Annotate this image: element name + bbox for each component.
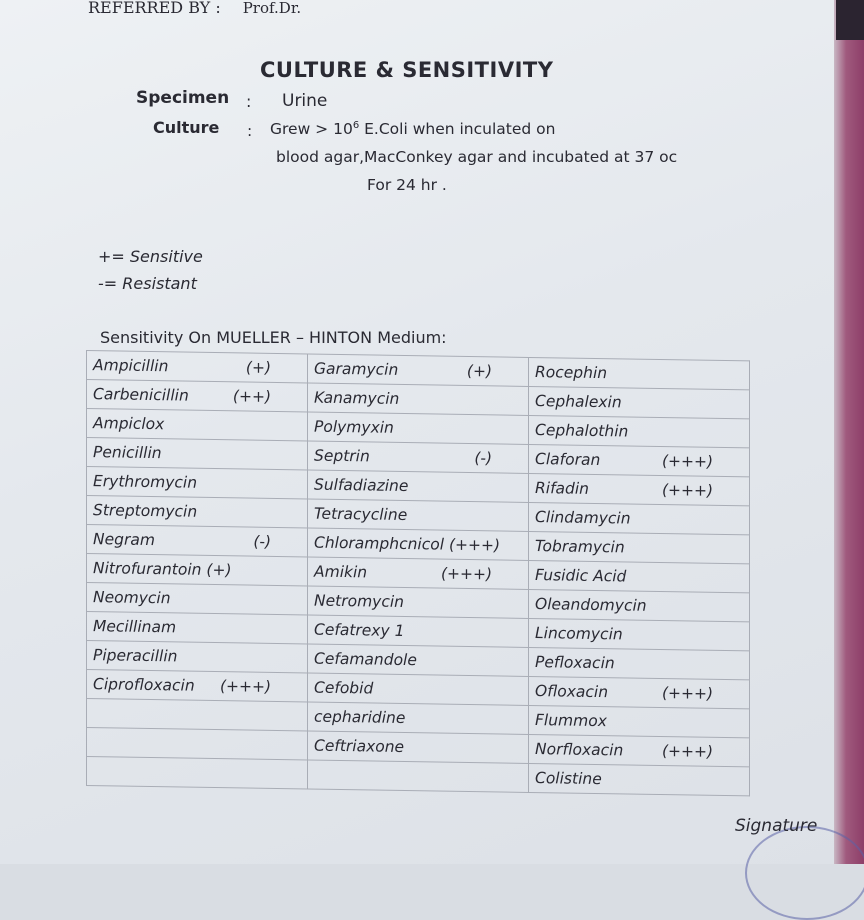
antibiotic-name: Clindamycin (535, 508, 631, 528)
antibiotic-cell (529, 589, 750, 621)
antibiotic-cell (529, 473, 750, 505)
antibiotic-name: cepharidine (314, 707, 406, 728)
specimen-label: Specimen (136, 88, 230, 108)
antibiotic-cell (529, 415, 750, 447)
antibiotic-name: Kanamycin (314, 388, 400, 408)
culture-line1-prefix: Grew > 10 (270, 120, 353, 139)
antibiotic-cell (308, 354, 529, 386)
antibiotic-cell (87, 554, 308, 586)
antibiotic-name: Streptomycin (93, 501, 198, 521)
sensitivity-result: (+++) (219, 677, 271, 696)
antibiotic-cell (87, 467, 308, 499)
sensitivity-result: (+++) (661, 684, 713, 703)
antibiotic-cell (308, 731, 529, 763)
antibiotic-name: Nitrofurantoin (+) (93, 559, 232, 580)
referred-value: Prof.Dr. (242, 0, 302, 17)
sensitivity-result: (+) (245, 358, 271, 377)
stamp-seal (745, 826, 864, 920)
antibiotic-cell (308, 441, 529, 473)
antibiotic-cell (87, 612, 308, 644)
referred-label: REFERRED BY : (88, 0, 221, 17)
antibiotic-cell (87, 641, 308, 673)
antibiotic-cell (308, 615, 529, 647)
antibiotic-cell (529, 531, 750, 563)
antibiotic-name: Mecillinam (93, 617, 177, 637)
legend-resistant: -= Resistant (98, 274, 197, 293)
culture-line2: blood agar,MacConkey agar and incubated at 37 oc (276, 148, 678, 166)
antibiotic-cell (308, 760, 529, 792)
sensitivity-result: (+++) (440, 564, 492, 584)
culture-line1-suffix: E.Coli when inculated on (359, 120, 556, 139)
antibiotic-name: Polymyxin (314, 417, 394, 437)
sensitivity-result: (+++) (661, 742, 713, 761)
antibiotic-name: Claforan (535, 450, 601, 470)
antibiotic-name: Tobramycin (535, 537, 625, 557)
specimen-value: Urine (282, 91, 328, 111)
antibiotic-name: Penicillin (93, 443, 162, 463)
antibiotic-name: Cefatrexy 1 (314, 620, 405, 641)
antibiotic-cell (87, 409, 308, 441)
sensitivity-result: (+++) (661, 452, 713, 471)
antibiotic-name: Colistine (535, 769, 602, 789)
antibiotic-cell (308, 586, 529, 618)
sensitivity-result: (-) (253, 532, 271, 551)
antibiotic-cell (87, 699, 308, 731)
sensitivity-result: (+) (466, 361, 492, 381)
antibiotic-name: Chloramphcnicol (+++) (314, 533, 501, 555)
table-title: Sensitivity On MUELLER – HINTON Medium: (100, 328, 447, 347)
antibiotic-name: Septrin (314, 446, 370, 466)
antibiotic-cell (87, 525, 308, 557)
antibiotic-cell (529, 444, 750, 476)
culture-line1 (270, 120, 555, 138)
antibiotic-cell (87, 496, 308, 528)
report-title: CULTURE & SENSITIVITY (260, 58, 554, 82)
antibiotic-name: Sulfadiazine (314, 475, 409, 496)
background-corner (836, 0, 864, 40)
antibiotic-cell (529, 647, 750, 679)
signature-label: Signature (735, 816, 818, 836)
antibiotic-cell (308, 383, 529, 415)
antibiotic-name: Ampicillin (93, 356, 169, 376)
antibiotic-cell (87, 351, 308, 383)
antibiotic-name: Netromycin (314, 591, 404, 611)
antibiotic-cell (87, 380, 308, 412)
antibiotic-cell (87, 757, 308, 789)
antibiotic-name: Garamycin (314, 359, 399, 379)
antibiotic-name: Negram (93, 530, 155, 550)
antibiotic-name: Carbenicillin (93, 385, 189, 405)
antibiotic-cell (529, 763, 750, 795)
antibiotic-name: Ceftriaxone (314, 736, 405, 756)
antibiotic-cell (308, 702, 529, 734)
antibiotic-cell (87, 583, 308, 615)
antibiotic-cell (87, 438, 308, 470)
antibiotic-cell (87, 728, 308, 760)
antibiotic-cell (529, 560, 750, 592)
sensitivity-result: (-) (474, 449, 492, 468)
antibiotic-cell (308, 557, 529, 589)
antibiotic-cell (308, 528, 529, 560)
antibiotic-name: Norfloxacin (535, 740, 624, 760)
antibiotic-name: Amikin (314, 562, 368, 582)
antibiotic-cell (308, 644, 529, 676)
antibiotic-name: Cephalothin (535, 421, 629, 441)
antibiotic-name: Erythromycin (93, 472, 198, 492)
antibiotic-cell (529, 734, 750, 766)
antibiotic-cell (529, 386, 750, 418)
sensitivity-table (86, 350, 750, 796)
antibiotic-name: Cephalexin (535, 392, 622, 412)
antibiotic-name: Ampiclox (93, 414, 165, 434)
antibiotic-cell (308, 673, 529, 705)
culture-exponent: 6 (352, 120, 360, 131)
antibiotic-cell (529, 357, 750, 389)
antibiotic-cell (308, 412, 529, 444)
antibiotic-name: Oleandomycin (535, 595, 647, 615)
background-edge (834, 0, 864, 864)
antibiotic-name: Fusidic Acid (535, 566, 627, 586)
antibiotic-cell (529, 618, 750, 650)
antibiotic-name: Flummox (535, 711, 607, 731)
antibiotic-cell (529, 705, 750, 737)
antibiotic-name: Piperacillin (93, 646, 178, 666)
culture-label: Culture (153, 118, 220, 137)
culture-colon: : (247, 122, 253, 140)
specimen-colon: : (246, 92, 252, 111)
antibiotic-name: Cefobid (314, 678, 374, 698)
referred-by (88, 0, 301, 17)
antibiotic-cell (529, 502, 750, 534)
antibiotic-name: Rifadin (535, 479, 590, 498)
antibiotic-name: Ciprofloxacin (93, 675, 195, 695)
antibiotic-name: Cefamandole (314, 649, 417, 670)
antibiotic-name: Tetracycline (314, 504, 408, 525)
antibiotic-name: Rocephin (535, 363, 608, 383)
sensitivity-result: (++) (232, 387, 271, 406)
culture-line3: For 24 hr . (367, 176, 447, 194)
antibiotic-name: Lincomycin (535, 624, 623, 644)
antibiotic-cell (308, 499, 529, 531)
legend-sensitive: += Sensitive (98, 247, 203, 266)
antibiotic-name: Ofloxacin (535, 682, 609, 702)
sensitivity-result: (+++) (661, 481, 713, 500)
antibiotic-name: Neomycin (93, 588, 171, 608)
antibiotic-cell (308, 470, 529, 502)
antibiotic-cell (529, 676, 750, 708)
antibiotic-cell (87, 670, 308, 702)
antibiotic-name: Pefloxacin (535, 653, 615, 673)
